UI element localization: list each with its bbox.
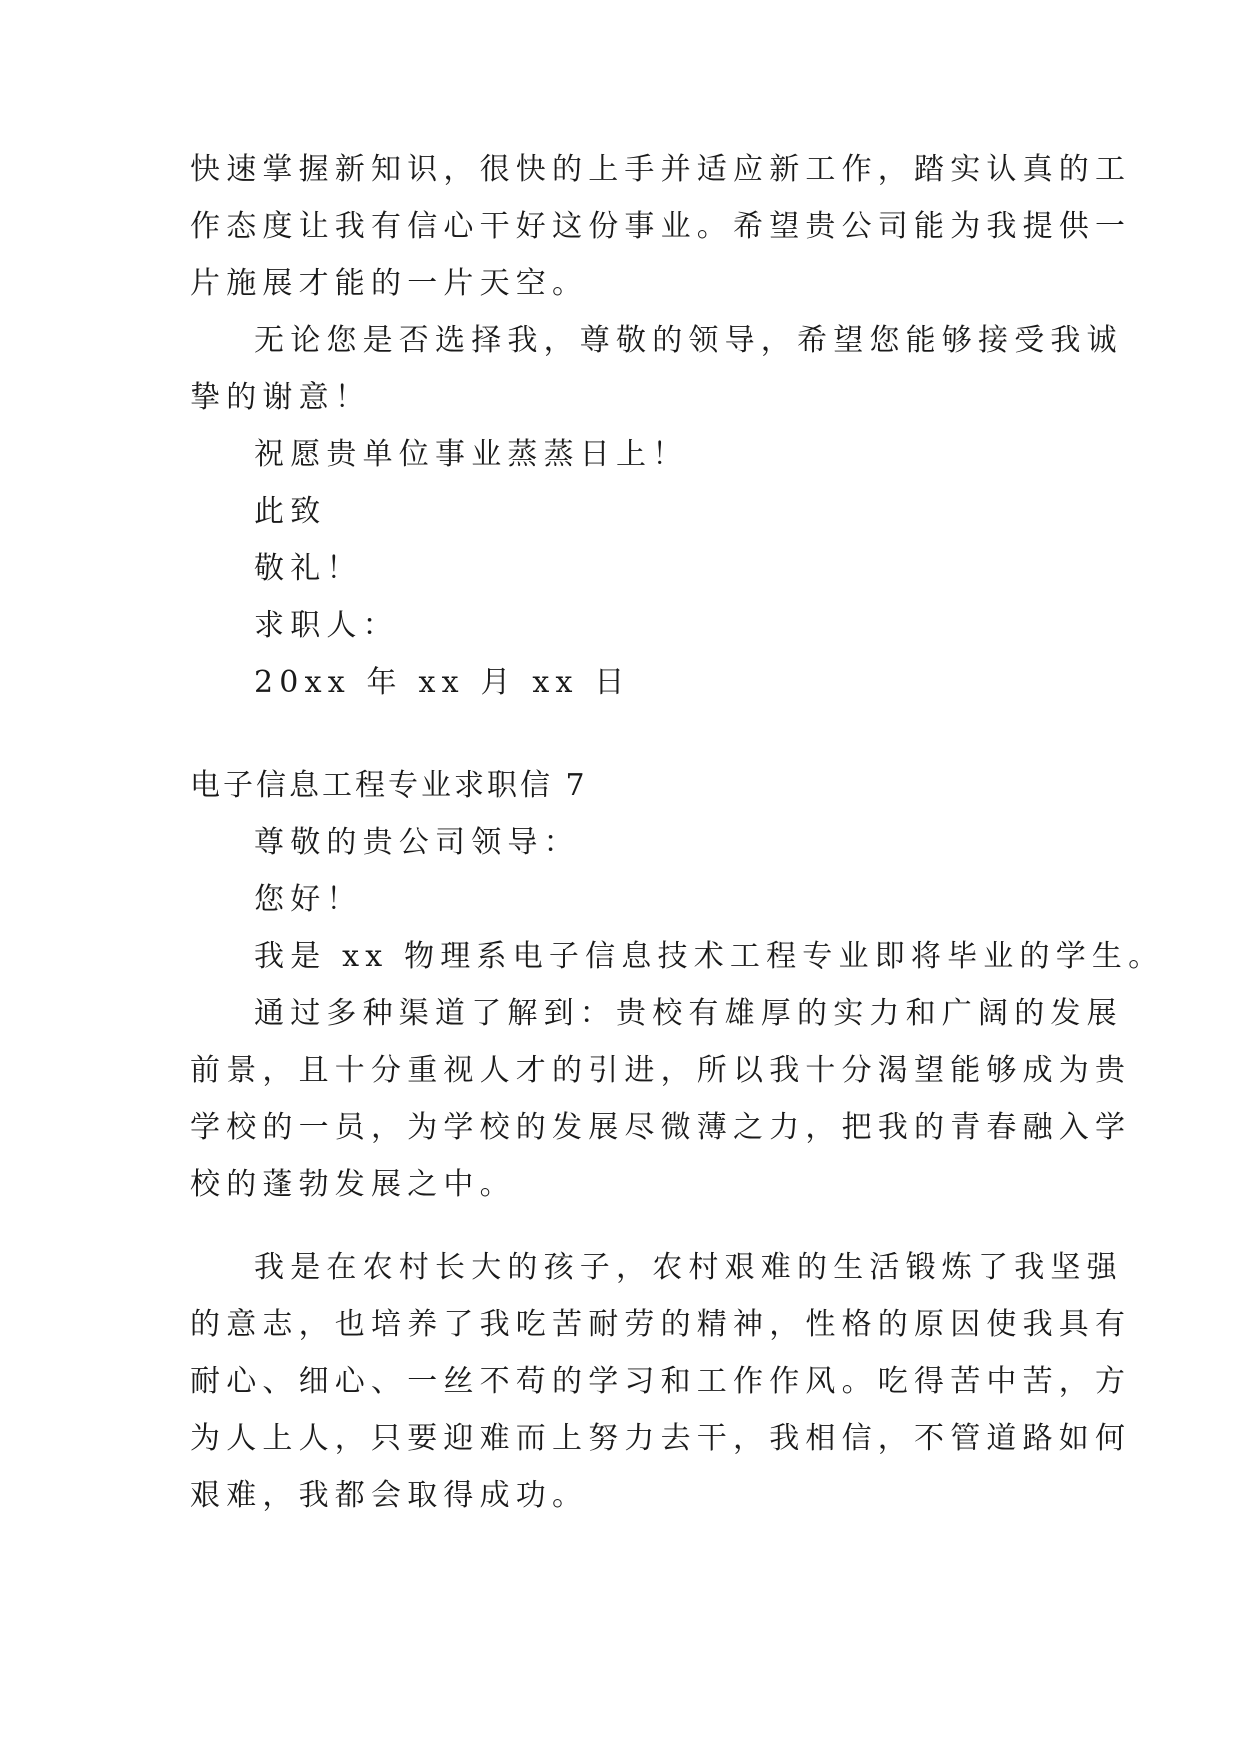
body-text-line: 耐心、细心、一丝不苟的学习和工作作风。吃得苦中苦，方 xyxy=(190,1364,1132,1399)
body-text-line: 的意志，也培养了我吃苦耐劳的精神，性格的原因使我具有 xyxy=(190,1307,1132,1342)
signature-label: 求职人： xyxy=(254,608,399,643)
closing-salute-2: 敬礼！ xyxy=(254,551,363,586)
body-text-line: 校的蓬勃发展之中。 xyxy=(190,1167,516,1202)
body-text-line: 通过多种渠道了解到：贵校有雄厚的实力和广阔的发展 xyxy=(254,996,1123,1031)
body-text-line: 为人上人，只要迎难而上努力去干，我相信，不管道路如何 xyxy=(190,1421,1132,1456)
body-text-line: 挚的谢意！ xyxy=(190,380,371,415)
body-text-line: 无论您是否选择我，尊敬的领导，希望您能够接受我诚 xyxy=(254,323,1123,358)
section-title: 电子信息工程专业求职信 7 xyxy=(190,768,588,803)
body-text-line: 艰难，我都会取得成功。 xyxy=(190,1478,589,1513)
intro-line: 我是 xx 物理系电子信息技术工程专业即将毕业的学生。 xyxy=(254,939,1165,974)
letter-date: 20xx 年 xx 月 xx 日 xyxy=(254,665,631,700)
closing-salute-1: 此致 xyxy=(254,494,327,529)
body-text-line: 作态度让我有信心干好这份事业。希望贵公司能为我提供一 xyxy=(190,209,1132,244)
letter-salutation: 尊敬的贵公司领导： xyxy=(254,825,580,860)
body-text-line: 前景，且十分重视人才的引进，所以我十分渴望能够成为贵 xyxy=(190,1053,1132,1088)
body-text-line: 快速掌握新知识，很快的上手并适应新工作，踏实认真的工 xyxy=(190,152,1132,187)
closing-wish: 祝愿贵单位事业蒸蒸日上！ xyxy=(254,437,689,472)
body-text-line: 学校的一员，为学校的发展尽微薄之力，把我的青春融入学 xyxy=(190,1110,1132,1145)
body-text-line: 我是在农村长大的孩子，农村艰难的生活锻炼了我坚强 xyxy=(254,1250,1123,1285)
body-text-line: 片施展才能的一片天空。 xyxy=(190,266,589,301)
letter-greeting: 您好！ xyxy=(254,882,363,917)
